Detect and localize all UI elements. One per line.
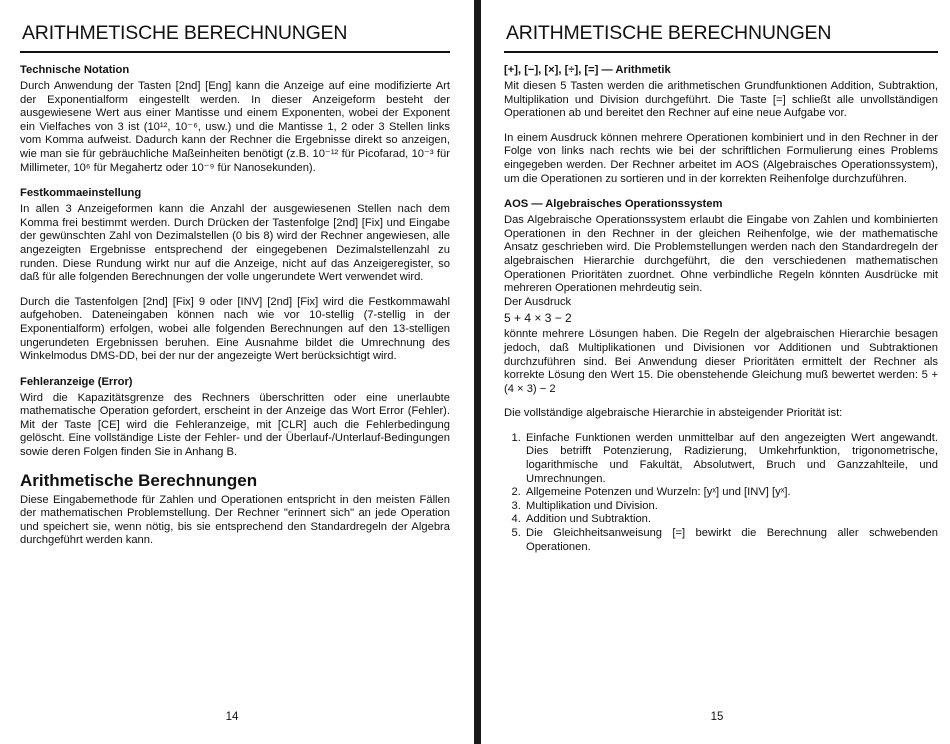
paragraph: Durch die Tastenfolgen [2nd] [Fix] 9 oder [INV] [2nd] [Fix] wird die Festkommawahl aufgehoben. Dateneingaben können nach wie vor 10-stellig (7-stellig in der Exponentialform) erfolgen, wobei alle folgenden Berechnungen auf den 13-stelligen ungerundeten Ergebnissen beruhen. Eine Ausnahme bildet die Umrechnung des Winkelmodus DMS-DD, bei der nur der angezeigte Wert berücksichtigt wird. <box>20 295 450 363</box>
paragraph: Die vollständige algebraische Hierarchie in absteigender Priorität ist: <box>504 407 843 420</box>
header-rule <box>20 51 450 53</box>
list-item: 1. Einfache Funktionen werden unmittelbar auf den angezeigten Wert angewandt. Dies betrifft Potenzierung, Radizierung, Umkehrfunktion, trigonometrische, logarithmische und Fakultät, Absolutwert, Bruch und Ganzzahlteile, und Umrechnungen. <box>524 432 938 486</box>
paragraph: In einem Ausdruck können mehrere Operationen kombiniert und in den Rechner in der Folge von links nach rechts wie bei der schriftlichen Formulierung eines Problems eingegeben werden. Der Rechner arbeitet im AOS (Algebraisches Operationssystem), um die Operationen zu sortieren und in der korrekten Reihenfolge durchzuführen. <box>504 131 938 185</box>
paragraph: Der Ausdruck <box>504 295 572 308</box>
list-item: 4. Addition und Subtraktion. <box>524 513 938 527</box>
formula: 5 + 4 × 3 − 2 <box>504 311 572 326</box>
section-heading-festkommaeinstellung: Festkommaeinstellung <box>20 187 142 200</box>
page-number: 15 <box>710 711 724 723</box>
paragraph: Das Algebraische Operationssystem erlaubt die Eingabe von Zahlen und kombinierten Operationen in den Rechner in der gleichen Reihenfolge, wie der mathematische Ansatz geschrieben wird. Die Problemstellungen werden nach den Standardregeln der algebraischen Hierarchie durchgeführt, die den verschiedenen mathematischen Operationen Prioritäten zuordnet. Ohne verbindliche Regeln könnten Ausdrücke mit mehreren Operationen mehrdeutig sein. <box>504 214 938 295</box>
paragraph: Diese Eingabemethode für Zahlen und Operationen entspricht in den meisten Fällen der mathematischen Problemstellung. Der Rechner "erinnert sich" an jede Operation und speichert sie, wenn nötig, bis sie entsprechend den Standardregeln der Algebra durchgeführt werden kann. <box>20 493 450 547</box>
page-number: 14 <box>225 711 239 723</box>
paragraph: Mit diesen 5 Tasten werden die arithmetischen Grundfunktionen Addition, Subtraktion, Multiplikation und Division durchgeführt. Die Taste [=] schließt alle unvollständigen Operationen ab und bereitet den Rechner auf eine neue Aufgabe vor. <box>504 80 938 120</box>
list-item: 2. Allgemeine Potenzen und Wurzeln: [yˣ] und [INV] [yˣ]. <box>524 486 938 500</box>
header-rule <box>504 51 938 53</box>
page-header: ARITHMETISCHE BERECHNUNGEN <box>22 22 348 44</box>
paragraph: könnte mehrere Lösungen haben. Die Regeln der algebraischen Hierarchie besagen jedoch, daß Multiplikationen und Divisionen vor Additionen und Subtraktionen durchzuführen sind. Bei Anwendung dieser Prioritäten ermittelt der Rechner als korrekte Lösung den Wert 15. Die obenstehende Gleichung muß bewertet werden: 5 + (4 × 3) − 2 <box>504 328 938 395</box>
right-page <box>484 0 950 744</box>
section-heading-arithmetische-berechnungen: Arithmetische Berechnungen <box>20 470 258 490</box>
paragraph: Durch Anwendung der Tasten [2nd] [Eng] kann die Anzeige auf eine modifizierte Art der Exponentialform eingestellt werden. In dieser Anzeigeform besteht der ausgewiesene Wert aus einer Mantisse und einem Exponenten, wobei der Exponent ein Vielfaches von 3 ist (10¹², 10⁻⁶, usw.) und die Mantisse 1, 2 oder 3 Stellen links vom Komma aufweist. Dadurch kann der Rechner die Ergebnisse direkt so anzeigen, wie man sie für gebräuchliche Maßeinheiten benötigt (z.B. 10⁻¹² für Picofarad, 10⁻³ für Millimeter, 10⁶ für Megahertz oder 10⁻⁹ für Nanosekunden). <box>20 80 450 174</box>
hierarchy-list <box>504 432 938 554</box>
list-item: 5. Die Gleichheitsanweisung [=] bewirkt die Berechnung aller schwebenden Operationen. <box>524 527 938 554</box>
section-heading-aos: AOS — Algebraisches Operationssystem <box>504 198 723 211</box>
paragraph: In allen 3 Anzeigeformen kann die Anzahl der ausgewiesenen Stellen nach dem Komma frei bestimmt werden. Durch Drücken der Tastenfolge [2nd] [Fix] und Eingabe der gewünschten Zahl von Dezimalstellen (0 bis 8) wird der Rechner angewiesen, alle angezeigten Ergebnisse entsprechend der eingegebenen Dezimalstellenzahl zu runden. Diese Rundung wirkt nur auf die Anzeige, nicht auf das Anzeigeregister, so daß für alle folgenden Berechnungen der volle ungerundete Wert verwendet wird. <box>20 203 450 284</box>
section-heading-arithmetik: [+], [−], [×], [÷], [=] — Arithmetik <box>504 64 671 76</box>
paragraph: Wird die Kapazitätsgrenze des Rechners überschritten oder eine unerlaubte mathematische Operation gefordert, erscheint in der Anzeige das Wort Error (Fehler). Mit der Taste [CE] wird die Fehleranzeige, mit [CLR] auch die Fehlerbedingung gelöscht. Eine vollständige Liste der Fehler- und der Überlauf-/Unterlauf-Bedingungen sowie deren Folgen finden Sie in Anhang B. <box>20 391 450 459</box>
section-heading-technische-notation: Technische Notation <box>20 64 130 76</box>
left-page <box>0 0 470 744</box>
page-header: ARITHMETISCHE BERECHNUNGEN <box>506 22 832 44</box>
section-heading-fehleranzeige: Fehleranzeige (Error) <box>20 375 133 388</box>
spine-divider <box>474 0 481 744</box>
list-item: 3. Multiplikation und Division. <box>524 500 938 514</box>
